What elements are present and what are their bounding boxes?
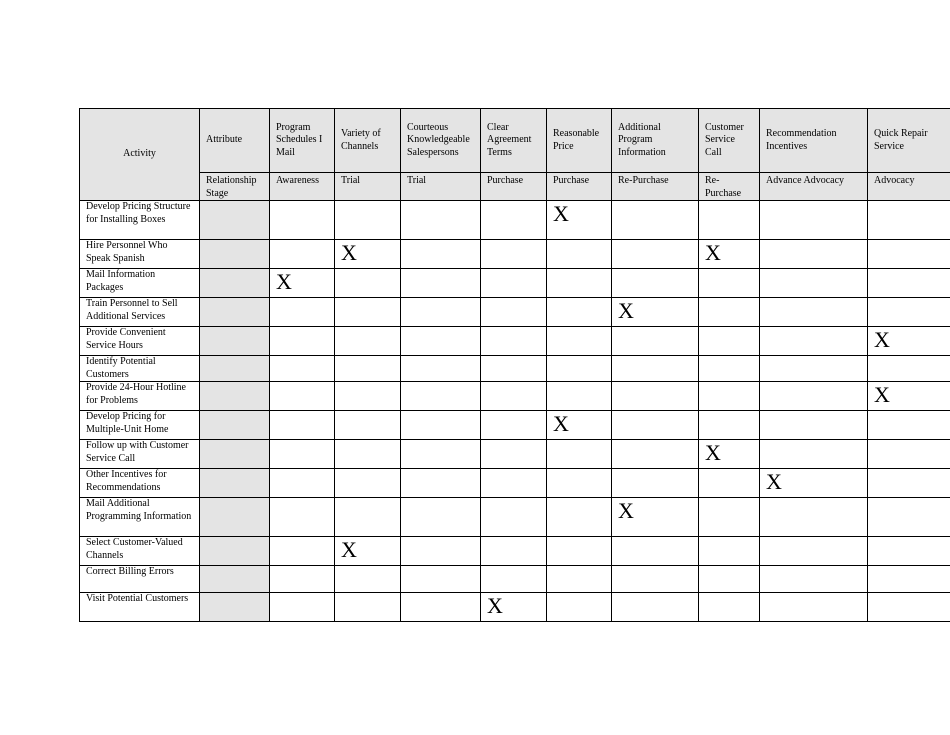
matrix-cell <box>481 269 547 298</box>
matrix-cell <box>270 269 335 298</box>
matrix-cell <box>270 469 335 498</box>
matrix-cell <box>612 440 699 469</box>
attribute-blank-cell <box>200 440 270 469</box>
matrix-cell <box>335 201 401 240</box>
matrix-cell <box>481 201 547 240</box>
matrix-cell <box>335 537 401 566</box>
attribute-blank-cell <box>200 269 270 298</box>
activity-cell: Follow up with Customer Service Call <box>80 440 200 469</box>
matrix-cell <box>868 240 950 269</box>
matrix-cell <box>699 593 760 622</box>
table-row <box>80 298 950 327</box>
x-mark: X <box>766 469 782 494</box>
matrix-cell <box>335 411 401 440</box>
matrix-cell <box>401 382 481 411</box>
matrix-cell <box>401 269 481 298</box>
activity-cell: Develop Pricing for Multiple-Unit Home <box>80 411 200 440</box>
x-mark: X <box>618 298 634 323</box>
activity-cell: Visit Potential Customers <box>80 593 200 622</box>
matrix-cell <box>760 240 868 269</box>
matrix-cell <box>270 566 335 593</box>
matrix-cell <box>760 440 868 469</box>
activity-attribute-matrix <box>79 108 950 622</box>
matrix-cell <box>868 566 950 593</box>
matrix-cell <box>868 537 950 566</box>
attribute-header: Program Schedules I Mail <box>270 109 335 173</box>
matrix-cell <box>699 240 760 269</box>
x-mark: X <box>874 382 890 407</box>
x-mark: X <box>276 269 292 294</box>
attribute-header: Variety of Channels <box>335 109 401 173</box>
matrix-cell <box>547 537 612 566</box>
stage-cell: Re-Purchase <box>612 173 699 201</box>
x-mark: X <box>341 240 357 265</box>
matrix-cell <box>335 382 401 411</box>
activity-cell: Correct Billing Errors <box>80 566 200 593</box>
matrix-cell <box>401 440 481 469</box>
matrix-cell <box>401 593 481 622</box>
attribute-header: Customer Service Call <box>699 109 760 173</box>
table-row <box>80 382 950 411</box>
stage-cell: Trial <box>335 173 401 201</box>
matrix-cell <box>699 298 760 327</box>
table-row <box>80 537 950 566</box>
matrix-cell <box>481 356 547 382</box>
attribute-blank-cell <box>200 240 270 269</box>
stage-header-row <box>80 173 950 201</box>
table-row <box>80 566 950 593</box>
matrix-cell <box>481 411 547 440</box>
matrix-cell <box>547 382 612 411</box>
matrix-cell <box>760 201 868 240</box>
table-row <box>80 411 950 440</box>
matrix-cell <box>760 469 868 498</box>
stage-cell: Advocacy <box>868 173 950 201</box>
matrix-cell <box>868 327 950 356</box>
x-mark: X <box>341 537 357 562</box>
x-mark: X <box>553 201 569 226</box>
matrix-cell <box>612 269 699 298</box>
x-mark: X <box>874 327 890 352</box>
stage-cell: Trial <box>401 173 481 201</box>
matrix-cell <box>481 240 547 269</box>
activity-cell: Hire Personnel Who Speak Spanish <box>80 240 200 269</box>
matrix-cell <box>760 566 868 593</box>
matrix-cell <box>760 298 868 327</box>
attribute-blank-cell <box>200 537 270 566</box>
table-row <box>80 269 950 298</box>
matrix-cell <box>760 498 868 537</box>
activity-cell: Identify Potential Customers <box>80 356 200 382</box>
matrix-cell <box>868 269 950 298</box>
activity-cell: Mail Additional Programming Information <box>80 498 200 537</box>
attribute-blank-cell <box>200 411 270 440</box>
matrix-cell <box>612 240 699 269</box>
attribute-header: Quick Repair Service <box>868 109 950 173</box>
matrix-cell <box>481 327 547 356</box>
stage-cell: Purchase <box>547 173 612 201</box>
matrix-cell <box>335 356 401 382</box>
matrix-cell <box>335 298 401 327</box>
matrix-cell <box>547 566 612 593</box>
matrix-cell <box>335 240 401 269</box>
activity-cell: Other Incentives for Recommendations <box>80 469 200 498</box>
matrix-cell <box>699 498 760 537</box>
activity-column-header: Activity <box>80 109 200 201</box>
matrix-cell <box>699 566 760 593</box>
activity-cell: Mail Information Packages <box>80 269 200 298</box>
stage-cell: Advance Advocacy <box>760 173 868 201</box>
attribute-row-label: Attribute <box>200 109 270 173</box>
table-row <box>80 327 950 356</box>
matrix-cell <box>868 201 950 240</box>
table-row <box>80 593 950 622</box>
attribute-header: Recommendation Incentives <box>760 109 868 173</box>
matrix-cell <box>699 327 760 356</box>
matrix-cell <box>270 382 335 411</box>
attribute-header: Courteous Knowledgeable Salespersons <box>401 109 481 173</box>
matrix-cell <box>401 356 481 382</box>
matrix-cell <box>270 327 335 356</box>
matrix-cell <box>612 382 699 411</box>
matrix-cell <box>335 469 401 498</box>
matrix-cell <box>868 298 950 327</box>
matrix-cell <box>699 269 760 298</box>
matrix-cell <box>401 469 481 498</box>
matrix-cell <box>401 298 481 327</box>
x-mark: X <box>705 440 721 465</box>
matrix-cell <box>481 440 547 469</box>
matrix-cell <box>401 498 481 537</box>
stage-cell: Purchase <box>481 173 547 201</box>
table-row <box>80 440 950 469</box>
matrix-cell <box>760 356 868 382</box>
matrix-cell <box>335 327 401 356</box>
table-row <box>80 201 950 240</box>
matrix-cell <box>868 593 950 622</box>
matrix-cell <box>699 537 760 566</box>
attribute-blank-cell <box>200 201 270 240</box>
matrix-cell <box>401 327 481 356</box>
attribute-blank-cell <box>200 327 270 356</box>
matrix-cell <box>612 469 699 498</box>
matrix-cell <box>547 327 612 356</box>
matrix-cell <box>481 469 547 498</box>
matrix-cell <box>481 593 547 622</box>
matrix-cell <box>270 201 335 240</box>
matrix-cell <box>481 537 547 566</box>
matrix-cell <box>481 298 547 327</box>
matrix-cell <box>760 537 868 566</box>
activity-cell: Develop Pricing Structure for Installing Boxes <box>80 201 200 240</box>
matrix-cell <box>612 327 699 356</box>
matrix-cell <box>547 411 612 440</box>
matrix-cell <box>547 298 612 327</box>
matrix-cell <box>868 469 950 498</box>
matrix-cell <box>270 356 335 382</box>
matrix-cell <box>481 566 547 593</box>
matrix-cell <box>868 382 950 411</box>
matrix-cell <box>335 498 401 537</box>
matrix-cell <box>612 411 699 440</box>
attribute-header: Additional Program Information <box>612 109 699 173</box>
attribute-header-row <box>80 109 950 173</box>
matrix-cell <box>547 269 612 298</box>
table-row <box>80 240 950 269</box>
matrix-cell <box>699 382 760 411</box>
matrix-cell <box>547 356 612 382</box>
matrix-cell <box>612 356 699 382</box>
x-mark: X <box>618 498 634 523</box>
matrix-cell <box>760 593 868 622</box>
x-mark: X <box>705 240 721 265</box>
activity-cell: Provide 24-Hour Hotline for Problems <box>80 382 200 411</box>
matrix-cell <box>699 201 760 240</box>
matrix-cell <box>270 440 335 469</box>
matrix-cell <box>699 469 760 498</box>
matrix-cell <box>547 469 612 498</box>
stage-cell: Awareness <box>270 173 335 201</box>
matrix-cell <box>401 537 481 566</box>
matrix-cell <box>270 411 335 440</box>
x-mark: X <box>487 593 503 618</box>
stage-row-label: Relationship Stage <box>200 173 270 201</box>
matrix-cell <box>547 201 612 240</box>
attribute-header: Reasonable Price <box>547 109 612 173</box>
matrix-cell <box>481 498 547 537</box>
attribute-blank-cell <box>200 382 270 411</box>
matrix-cell <box>547 240 612 269</box>
matrix-cell <box>270 593 335 622</box>
table-row <box>80 498 950 537</box>
matrix-cell <box>699 411 760 440</box>
matrix-cell <box>868 356 950 382</box>
attribute-blank-cell <box>200 298 270 327</box>
matrix-cell <box>760 327 868 356</box>
attribute-blank-cell <box>200 469 270 498</box>
matrix-cell <box>612 593 699 622</box>
matrix-cell <box>270 498 335 537</box>
stage-cell: Re-Purchase <box>699 173 760 201</box>
matrix-cell <box>270 537 335 566</box>
matrix-cell <box>699 440 760 469</box>
activity-cell: Provide Convenient Service Hours <box>80 327 200 356</box>
activity-cell: Train Personnel to Sell Additional Services <box>80 298 200 327</box>
matrix-cell <box>699 356 760 382</box>
matrix-cell <box>270 298 335 327</box>
matrix-cell <box>612 298 699 327</box>
attribute-header: Clear Agreement Terms <box>481 109 547 173</box>
attribute-blank-cell <box>200 498 270 537</box>
matrix-cell <box>760 411 868 440</box>
matrix-cell <box>760 382 868 411</box>
x-mark: X <box>553 411 569 436</box>
matrix-cell <box>868 411 950 440</box>
matrix-cell <box>760 269 868 298</box>
table-row <box>80 356 950 382</box>
matrix-cell <box>547 440 612 469</box>
matrix-cell <box>868 440 950 469</box>
matrix-cell <box>335 269 401 298</box>
matrix-cell <box>547 593 612 622</box>
table-row <box>80 469 950 498</box>
matrix-cell <box>401 201 481 240</box>
attribute-blank-cell <box>200 566 270 593</box>
matrix-cell <box>335 566 401 593</box>
attribute-blank-cell <box>200 356 270 382</box>
matrix-cell <box>401 240 481 269</box>
activity-cell: Select Customer-Valued Channels <box>80 537 200 566</box>
matrix-cell <box>612 498 699 537</box>
matrix-cell <box>547 498 612 537</box>
matrix-cell <box>401 566 481 593</box>
attribute-blank-cell <box>200 593 270 622</box>
matrix-cell <box>335 593 401 622</box>
matrix-cell <box>270 240 335 269</box>
matrix-cell <box>612 537 699 566</box>
matrix-cell <box>868 498 950 537</box>
matrix-cell <box>401 411 481 440</box>
matrix-cell <box>481 382 547 411</box>
matrix-cell <box>612 566 699 593</box>
matrix-cell <box>612 201 699 240</box>
matrix-cell <box>335 440 401 469</box>
